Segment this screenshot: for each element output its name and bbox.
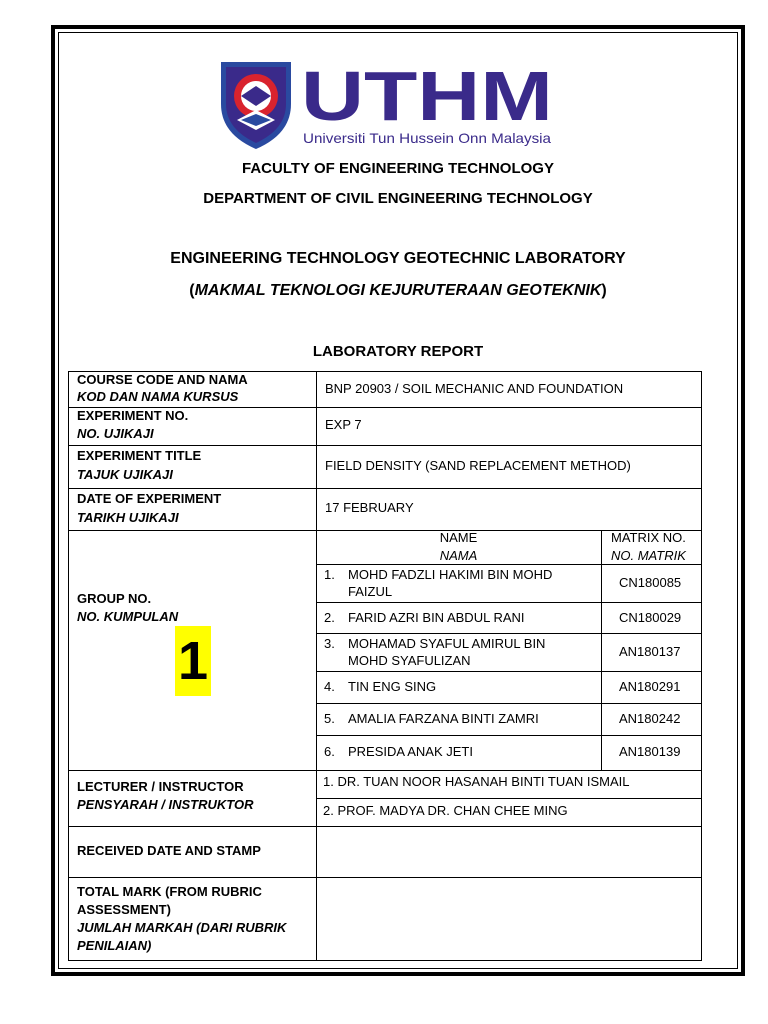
member-name: TIN ENG SING (348, 679, 437, 694)
course-label: COURSE CODE AND NAMA (77, 372, 248, 387)
course-label-ms: KOD DAN NAMA KURSUS (77, 389, 239, 404)
member-matrix: AN180139 (619, 744, 681, 759)
lecturer-label: LECTURER / INSTRUCTOR (77, 779, 244, 794)
total-label-ms-cont: PENILAIAN) (77, 938, 152, 953)
member-matrix: AN180137 (619, 644, 681, 659)
member-matrix: CN180029 (619, 610, 682, 625)
member-name: FARID AZRI BIN ABDUL RANI (348, 610, 525, 625)
malay-lab-name: MAKMAL TEKNOLOGI KEJURUTERAAN GEOTEKNIK (194, 282, 602, 299)
experiment-title-label: EXPERIMENT TITLE (77, 448, 202, 463)
member-name: AMALIA FARZANA BINTI ZAMRI (348, 711, 539, 726)
total-label-cont: ASSESSMENT) (77, 902, 171, 917)
row-line (68, 445, 702, 446)
experiment-no-label-ms: NO. UJIKAJI (77, 426, 154, 441)
logo-brand-text: UTHM (301, 58, 553, 135)
received-label: RECEIVED DATE AND STAMP (77, 843, 261, 858)
member-name: MOHD FADZLI HAKIMI BIN MOHD (348, 567, 553, 582)
received-stamp-field[interactable] (317, 827, 701, 876)
name-header: NAME (439, 530, 478, 545)
member-row-line (316, 671, 702, 672)
date-label: DATE OF EXPERIMENT (77, 491, 222, 506)
name-header-ms: NAMA (439, 548, 478, 563)
shield-icon (221, 62, 291, 149)
course-value: BNP 20903 / SOIL MECHANIC AND FOUNDATION (325, 381, 624, 396)
lecturer-name: 2. PROF. MADYA DR. CHAN CHEE MING (323, 803, 568, 818)
total-label-ms: JUMLAH MARKAH (DARI RUBRIK (77, 920, 287, 935)
member-name: PRESIDA ANAK JETI (348, 744, 473, 759)
malay-lab-heading: (MAKMAL TEKNOLOGI KEJURUTERAAN GEOTEKNIK) (189, 282, 607, 299)
group-label-ms: NO. KUMPULAN (77, 609, 179, 624)
department-heading: DEPARTMENT OF CIVIL ENGINEERING TECHNOLOGY (203, 190, 593, 207)
laboratory-heading: ENGINEERING TECHNOLOGY GEOTECHNIC LABORATORY (170, 250, 626, 267)
lecturer-row-line (316, 798, 702, 799)
member-no: 4. (324, 679, 335, 694)
member-name: MOHAMAD SYAFUL AMIRUL BIN (348, 636, 546, 651)
date-label-ms: TARIKH UJIKAJI (77, 510, 179, 525)
member-matrix: AN180291 (619, 679, 681, 694)
lecturer-label-ms: PENSYARAH / INSTRUKTOR (77, 797, 254, 812)
matrix-header: MATRIX NO. (611, 530, 686, 545)
row-line (68, 488, 702, 489)
member-no: 3. (324, 636, 335, 651)
faculty-heading: FACULTY OF ENGINEERING TECHNOLOGY (242, 160, 554, 177)
member-no: 1. (324, 567, 335, 582)
member-no: 6. (324, 744, 335, 759)
member-row-line (316, 602, 702, 603)
member-name-cont: FAIZUL (348, 584, 393, 599)
experiment-no-value: EXP 7 (325, 417, 362, 432)
group-number-badge: 1 (175, 626, 211, 696)
member-row-line (316, 703, 702, 704)
matrix-col-divider (601, 530, 602, 770)
lecturer-name: 1. DR. TUAN NOOR HASANAH BINTI TUAN ISMAIL (323, 774, 630, 789)
member-no: 5. (324, 711, 335, 726)
experiment-no-label: EXPERIMENT NO. (77, 408, 189, 423)
report-heading: LABORATORY REPORT (312, 343, 484, 360)
logo-tagline-text: Universiti Tun Hussein Onn Malaysia (303, 130, 552, 146)
matrix-header-ms: NO. MATRIK (611, 548, 686, 563)
row-line (68, 770, 702, 771)
experiment-title-value: FIELD DENSITY (SAND REPLACEMENT METHOD) (325, 458, 631, 473)
experiment-title-label-ms: TAJUK UJIKAJI (77, 467, 173, 482)
member-row-line (316, 633, 702, 634)
member-row-line (316, 735, 702, 736)
uthm-logo (219, 58, 559, 150)
member-no: 2. (324, 610, 335, 625)
total-mark-field[interactable] (317, 878, 701, 960)
member-matrix: AN180242 (619, 711, 681, 726)
date-value: 17 FEBRUARY (325, 500, 414, 515)
group-label: GROUP NO. (77, 591, 152, 606)
member-name-cont: MOHD SYAFULIZAN (348, 653, 471, 668)
total-label: TOTAL MARK (FROM RUBRIC (77, 884, 262, 899)
member-matrix: CN180085 (619, 575, 682, 590)
